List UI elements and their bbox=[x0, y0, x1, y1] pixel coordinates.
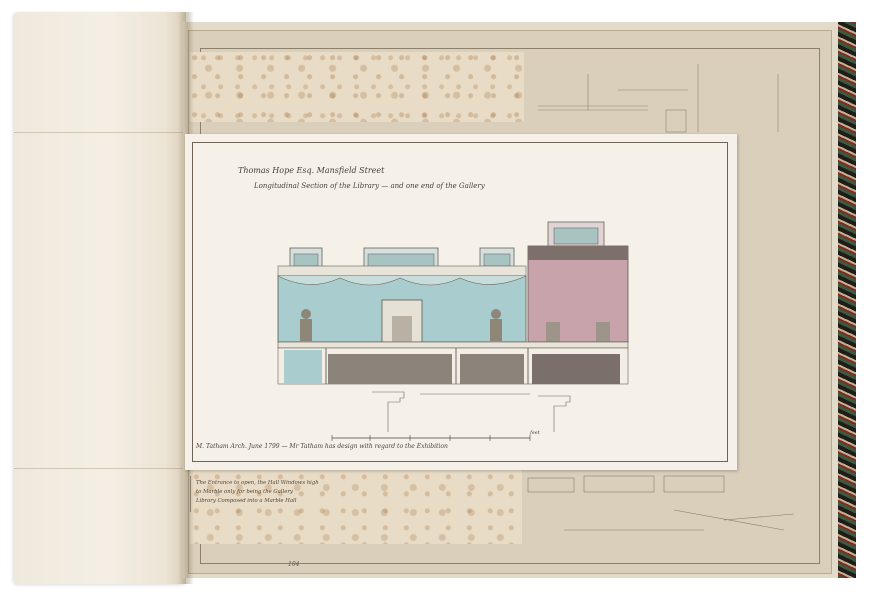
foxed-paper-strip bbox=[190, 52, 524, 122]
architectural-section bbox=[270, 214, 650, 390]
annotation-line: Library Composed into a Marble Hall bbox=[196, 498, 297, 504]
pencil-sketch bbox=[524, 470, 824, 550]
annotation-line: to Marble only for being the Gallery bbox=[196, 489, 293, 495]
pencil-sketch bbox=[528, 54, 824, 134]
drawing-subtitle: Longitudinal Section of the Library — and one end of the Gallery bbox=[254, 182, 485, 190]
page-number: 104 bbox=[288, 561, 300, 568]
marbled-edge bbox=[838, 22, 856, 578]
drawing-signature: M. Tatham Arch. June 1799 — Mr Tatham has design with regard to the Exhibition bbox=[196, 443, 448, 450]
left-album-leaf bbox=[14, 12, 186, 584]
annotation-line: The Entrance to open, the Hall Windows high bbox=[196, 480, 319, 486]
drawing-title: Thomas Hope Esq. Mansfield Street bbox=[238, 166, 385, 175]
leaf-fold bbox=[14, 468, 186, 469]
cornice-details bbox=[360, 388, 590, 436]
scale-label: feet bbox=[530, 430, 540, 436]
leaf-fold bbox=[14, 132, 186, 133]
